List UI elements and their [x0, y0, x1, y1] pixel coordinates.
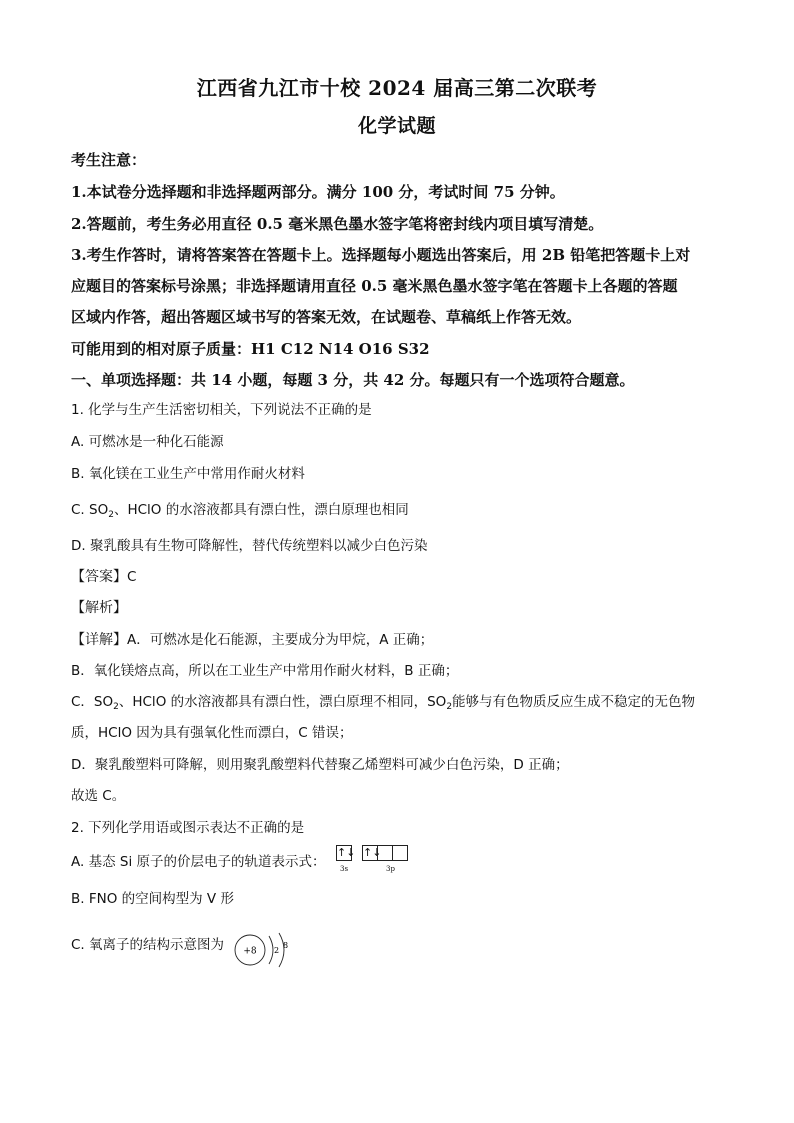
answer-value: C	[127, 569, 137, 585]
shell-1-electrons: 2	[274, 946, 280, 955]
question-2-option-a: A. 基态 Si 原子的价层电子的轨道表示式：	[71, 854, 326, 870]
notice-item-1: 1.本试卷分选择题和非选择题两部分。满分 100 分，考试时间 75 分钟。	[71, 183, 565, 201]
atomic-masses: 可能用到的相对原子质量：H1 C12 N14 O16 S32	[71, 340, 430, 358]
detail-c-line-1	[71, 692, 695, 714]
orbital-3p-box-2	[377, 845, 393, 861]
exam-title: 江西省九江市十校 2024 届高三第二次联考	[196, 76, 598, 100]
shell-2-electrons: 8	[283, 941, 289, 950]
analysis-label-text: 【解析】	[71, 600, 127, 616]
question-1-option-d: D. 聚乳酸具有生物可降解性，替代传统塑料以减少白色污染	[71, 538, 428, 554]
detail-c-part-1: C．SO	[71, 694, 114, 710]
subscript: 2	[108, 510, 114, 520]
answer-label: 【答案】	[71, 569, 127, 585]
question-2-option-b: B. FNO 的空间构型为 V 形	[71, 891, 234, 907]
orbital-3s-label: 3s	[340, 865, 349, 873]
detail-a-text: A．可燃冰是化石能源，主要成分为甲烷，A 正确；	[127, 632, 434, 648]
notice-heading: 考生注意：	[71, 151, 147, 169]
section-heading: 一、单项选择题：共 14 小题，每题 3 分，共 42 分。每题只有一个选项符合题意。	[71, 371, 635, 389]
analysis-label	[71, 598, 127, 620]
option-c-prefix: C. SO	[71, 502, 109, 518]
oxygen-ion-diagram	[232, 930, 296, 970]
option-c-text: 、HClO 的水溶液都具有漂白性，漂白原理也相同	[113, 502, 409, 518]
question-1-option-b: B. 氧化镁在工业生产中常用作耐火材料	[71, 466, 305, 482]
detail-c-part-2: 、HClO 的水溶液都具有漂白性，漂白原理不相同，SO	[118, 694, 447, 710]
subscript: 2	[446, 702, 453, 712]
conclusion: 故选 C。	[71, 788, 126, 804]
notice-item-3-line-3: 区域内作答，超出答题区域书写的答案无效，在试题卷、草稿纸上作答无效。	[71, 308, 582, 326]
exam-subject: 化学试题	[357, 115, 436, 137]
question-1-option-a: A. 可燃冰是一种化石能源	[71, 434, 224, 450]
question-1-stem: 1. 化学与生产生活密切相关，下列说法不正确的是	[71, 402, 372, 418]
notice-item-3-line-2: 应题目的答案标号涂黑；非选择题请用直径 0.5 毫米黑色墨水签字笔在答题卡上各题的答题	[71, 277, 678, 295]
question-1-option-c	[71, 500, 409, 522]
orbital-3s-box: ↑↓	[337, 846, 356, 859]
detail-d: D．聚乳酸塑料可降解，则用聚乳酸塑料代替聚乙烯塑料可减少白色污染，D 正确；	[71, 757, 569, 773]
orbital-3p-box-1: ↑↓	[363, 846, 382, 859]
detail-c-part-3: 能够与有色物质反应生成不稳定的无色物	[452, 694, 696, 710]
orbital-3p-box-3	[392, 845, 408, 861]
question-2-option-c: C. 氧离子的结构示意图为	[71, 937, 225, 953]
subscript: 2	[113, 702, 119, 712]
orbital-diagram	[336, 845, 436, 879]
orbital-3p-label: 3p	[386, 865, 395, 873]
detail-b: B．氧化镁熔点高，所以在工业生产中常用作耐火材料，B 正确；	[71, 663, 459, 679]
shell-arc-1	[269, 936, 273, 964]
nucleus-charge: +8	[243, 946, 257, 957]
notice-item-3-line-1: 3.考生作答时，请将答案答在答题卡上。选择题每小题选出答案后，用 2B 铅笔把答题卡上对	[71, 246, 691, 264]
detail-a	[71, 630, 433, 652]
shell-arc-2	[279, 933, 284, 967]
question-2-stem: 2. 下列化学用语或图示表达不正确的是	[71, 820, 305, 836]
answer-line	[71, 567, 136, 589]
detail-c-line-2: 质，HClO 因为具有强氧化性而漂白，C 错误；	[71, 725, 353, 741]
notice-item-2: 2.答题前，考生务必用直径 0.5 毫米黑色墨水签字笔将密封线内项目填写清楚。	[71, 215, 604, 233]
detail-label: 【详解】	[71, 632, 127, 648]
